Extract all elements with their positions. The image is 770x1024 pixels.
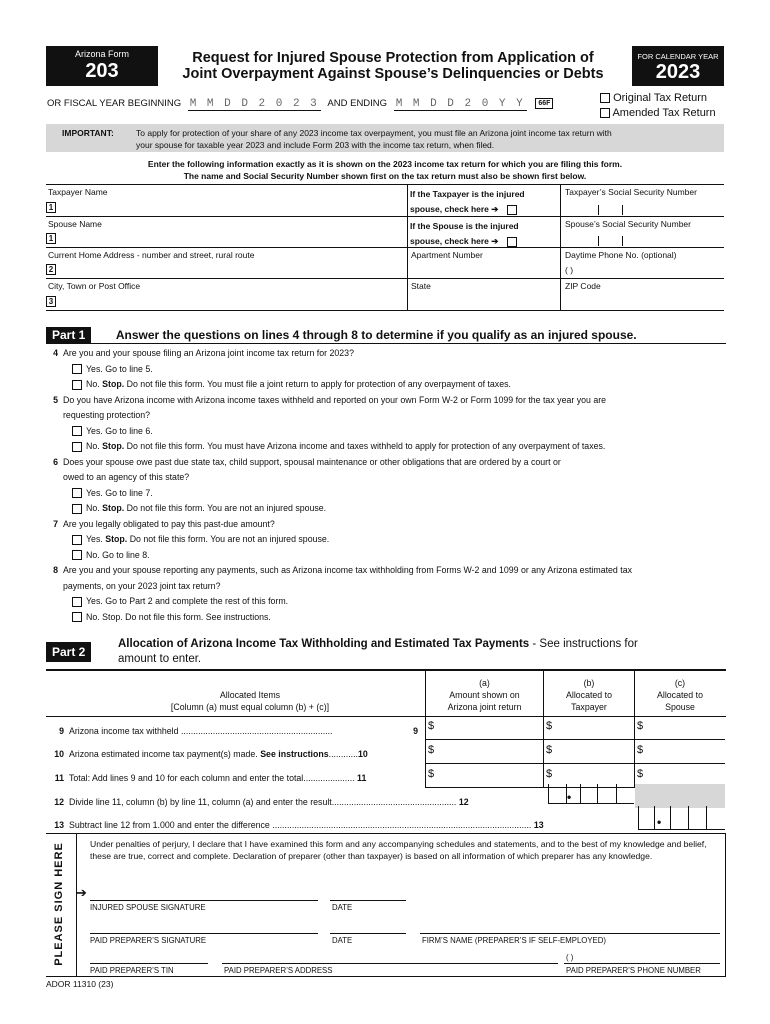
q8-text-2: payments, on your 2023 joint tax return? [63,580,221,591]
q7-yes-label: Yes. [86,534,103,544]
line9-a-input[interactable] [436,719,541,737]
q5-yes-checkbox[interactable] [72,426,82,436]
line12-ref: 12 [458,797,469,807]
q7-stop: Stop. [105,534,128,544]
taxpayer-ssn-input[interactable] [563,200,721,215]
part2-heading-rest: - See instructions for [529,638,638,650]
firm-name-input[interactable] [420,920,720,932]
spouse-injured-block [410,219,519,249]
line9-c-input[interactable] [645,719,723,737]
col-a-line2: Amount shown on [449,690,520,700]
preparer-signature-label: PAID PREPARER’S SIGNATURE [90,936,207,945]
original-return-label: Original Tax Return [613,92,708,104]
line-1-marker: 1 [46,202,56,213]
important-notice [46,124,724,152]
q8-no-label: No. Stop. Do not file this form. See instructions. [86,611,271,622]
col-c-line2: Allocated to [657,690,703,700]
col-c-letter: (c) [674,678,686,688]
part1-questions [46,346,726,625]
q4-no-text: Do not file this form. You must file a joint return to apply for protection of any overpayment of taxes. [126,379,511,389]
line13-row [46,818,636,834]
col-items-note: [Column (a) must equal column (b) + (c)] [170,702,330,712]
q7-yes-checkbox[interactable] [72,535,82,545]
return-type [600,91,716,121]
calendar-year-block [632,46,724,86]
spouse-name-label: Spouse Name [48,219,102,229]
line11-a-dollar: $ [428,768,435,780]
state-label: State [411,281,431,291]
q4-no-label: No. [86,379,100,389]
line9-text: Arizona income tax withheld .............................................................. [69,726,333,736]
entry-instructions [46,158,724,182]
line11-ref: 11 [357,773,367,783]
injured-signature-label: INJURED SPOUSE SIGNATURE [90,903,206,912]
q6-text-2: owed to an agency of this state? [63,472,190,482]
please-sign-here-text: PLEASE SIGN HERE [53,842,65,966]
spouse-ssn-input[interactable] [563,231,721,246]
line13-number: 13 [54,820,64,830]
line12-input[interactable] [548,784,634,804]
calendar-label: FOR CALENDAR YEAR [637,52,719,61]
line12-row [46,795,546,811]
part2-heading-line2: amount to enter. [118,653,202,665]
col-a-line3: Arizona joint return [447,702,522,712]
q8-yes-checkbox[interactable] [72,597,82,607]
line11-c-dollar: $ [637,768,644,780]
part2-heading-bold: Allocation of Arizona Income Tax Withholding and Estimated Tax Payments [118,638,530,650]
line11-a-input[interactable] [436,766,541,784]
col-a-letter: (a) [479,678,490,688]
q5-number: 5 [53,394,58,405]
sign-arrow-icon: ➔ [76,885,87,900]
q5-no-label: No. [86,441,100,451]
q8-no-checkbox[interactable] [72,612,82,622]
line12-text: Divide line 11, column (b) by line 11, column (a) and enter the result................................................... [69,797,457,807]
city-input[interactable] [60,293,405,309]
spouse-ssn-label: Spouse’s Social Security Number [565,219,691,229]
line10-c-dollar: $ [637,744,644,756]
part2-heading [118,637,718,667]
q5-stop: Stop. [102,441,125,451]
line13-ref: 13 [533,820,544,830]
part1-label: Part 1 [46,327,91,343]
part1-heading: Answer the questions on lines 4 through 8 to determine if you qualify as an injured spouse. [115,328,637,342]
col-b-line3: Taxpayer [571,702,607,712]
spouse-injured-label: If the Spouse is the injured [410,221,519,231]
col-c-line3: Spouse [665,702,695,712]
address-input[interactable] [60,261,405,277]
line10-see: See instructions [260,749,329,759]
spouse-check-label: spouse, check here ➔ [410,236,499,246]
line12-shaded [635,784,725,806]
q5-text: Do you have Arizona income with Arizona income taxes withheld and reported on your own Form W-2 or Form 1099 for the tax year you are [63,394,607,405]
line10-dots: ............ [328,749,358,759]
please-sign-here [44,836,74,972]
apartment-input[interactable] [409,261,559,277]
fiscal-year-row [47,98,553,111]
line9-number: 9 [59,726,64,736]
col-c-header [635,677,725,713]
address-label: Current Home Address - number and street, rural route [48,250,255,260]
taxpayer-ssn-label: Taxpayer’s Social Security Number [565,187,697,197]
q5-yes-label: Yes. Go to line 6. [86,425,153,436]
state-input[interactable] [409,293,559,309]
preparer-address-label: PAID PREPARER’S ADDRESS [224,966,333,975]
preparer-phone-label: PAID PREPARER’S PHONE NUMBER [566,966,701,975]
line10-text: Arizona estimated income tax payment(s) made. [69,749,258,759]
part2-label: Part 2 [46,642,91,662]
taxpayer-injured-block [410,187,525,217]
line9-c-dollar: $ [637,720,644,732]
phone-input[interactable]: ( ) [565,265,574,275]
col-b-line2: Allocated to [566,690,612,700]
fiscal-begin-input[interactable]: M M D D 2 0 2 3 [189,98,319,111]
col-items-title: Allocated Items [219,690,281,700]
line11-c-input[interactable] [645,766,723,784]
perjury-statement: Under penalties of perjury, I declare that I have examined this form and any accompanying schedules and statements, and to the best of my knowledge and belief, these are true, correct and complete. Declaration of preparer (other than taxpayer) is based on all information of which preparer has any knowledge. [90,839,707,861]
spouse-name-input[interactable] [60,230,405,246]
zip-label: ZIP Code [565,281,601,291]
q4-yes-checkbox[interactable] [72,364,82,374]
preparer-tin-label: PAID PREPARER’S TIN [90,966,174,975]
line12-decimal: • [567,790,572,804]
q7-yes-text: Do not file this form. You are not an injured spouse. [129,534,330,544]
taxpayer-name-label: Taxpayer Name [48,187,108,197]
instructions-line-2: The name and Social Security Number shown first on the tax return must also be shown first below. [183,171,587,181]
line11-b-input[interactable] [554,766,632,784]
col-b-letter: (b) [583,678,595,688]
line11-b-dollar: $ [546,768,553,780]
important-line-2: your spouse for taxable year 2023 and include Form 203 with the income tax return, when filed. [136,140,495,150]
line10-number: 10 [54,749,64,759]
line11-number: 11 [54,773,64,783]
col-items-header [140,689,360,713]
q6-yes-label: Yes. Go to line 7. [86,487,153,498]
line10-a-dollar: $ [428,744,435,756]
col-b-header [544,677,634,713]
preparer-date-label: DATE [332,936,353,945]
line11-text: Total: Add lines 9 and 10 for each column and enter the total..................... [69,773,355,783]
taxpayer-injured-checkbox[interactable] [507,205,517,215]
line10-b-input[interactable] [554,742,632,760]
phone-label: Daytime Phone No. (optional) [565,250,677,260]
instructions-line-1: Enter the following information exactly as it is shown on the 2023 income tax return for which you are filing this form. [147,159,623,169]
title-line-2: Joint Overpayment Against Spouse’s Delinquencies or Debts [182,66,604,82]
line10-ref: 10 [357,749,368,759]
q6-stop: Stop. [102,503,125,513]
part1-header [46,327,726,344]
original-return-checkbox[interactable] [600,93,610,103]
q6-no-label: No. [86,503,100,513]
important-label: IMPORTANT: [62,128,114,138]
city-label: City, Town or Post Office [48,281,141,291]
q4-no-checkbox[interactable] [72,380,82,390]
fiscal-begin-label: OR FISCAL YEAR BEGINNING [47,98,182,110]
line13-decimal: • [657,815,662,829]
q6-no-text: Do not file this form. You are not an injured spouse. [126,503,327,513]
line-3-marker: 3 [46,296,56,307]
q4-stop: Stop. [102,379,125,389]
col-a-header [426,677,543,713]
q8-text: Are you and your spouse reporting any payments, such as Arizona income tax withholding from Forms W-2 and 1099 or any Arizona estimated tax [63,565,632,575]
line13-input[interactable] [638,806,725,830]
form-code-footer: ADOR 11310 (23) [46,979,114,989]
taxpayer-check-label: spouse, check here ➔ [410,204,499,214]
spouse-injured-checkbox[interactable] [507,237,517,247]
q6-yes-checkbox[interactable] [72,488,82,498]
q4-number: 4 [53,348,58,358]
form-number: 203 [85,60,119,82]
line9-a-dollar: $ [428,720,435,732]
code-badge: 66F [535,98,553,109]
taxpayer-injured-label: If the Taxpayer is the injured [410,189,525,199]
line9-row [46,724,424,740]
line9-ref: 9 [413,726,418,736]
preparer-tin-input[interactable] [90,951,208,962]
preparer-address-input[interactable] [222,951,558,962]
line-2-marker: 2 [46,264,56,275]
q5-no-text: Do not file this form. You must have Arizona income and taxes withheld to apply for protection of any overpayment of taxes. [126,441,606,451]
amended-return-label: Amended Tax Return [612,107,716,119]
injured-date-label: DATE [332,903,353,912]
q6-number: 6 [53,456,58,467]
line9-b-dollar: $ [546,720,553,732]
q6-no-checkbox[interactable] [72,504,82,514]
line11-row [46,771,424,787]
fiscal-end-label: AND ENDING [327,98,388,110]
injured-date-input[interactable] [330,888,406,900]
q4-yes-label: Yes. Go to line 5. [86,363,153,374]
form-label: Arizona Form [74,49,129,59]
q7-no-label: No. Go to line 8. [86,549,150,560]
line10-b-dollar: $ [546,744,553,756]
form-title [158,50,628,82]
line-1-marker-spouse: 1 [46,233,56,244]
line13-text: Subtract line 12 from 1.000 and enter the difference .......................................................................................................... [69,820,532,830]
calendar-year: 2023 [655,61,701,83]
preparer-signature-input[interactable] [90,920,318,932]
part2-label-block [46,642,91,662]
q8-yes-label: Yes. Go to Part 2 and complete the rest of this form. [86,596,289,606]
line10-a-input[interactable] [436,742,541,760]
fiscal-end-input[interactable]: M M D D 2 0 Y Y [395,98,525,111]
zip-input[interactable] [563,293,723,309]
q7-number: 7 [53,518,58,529]
q7-text: Are you legally obligated to pay this past-due amount? [63,518,275,529]
line10-row [46,747,424,763]
important-line-1: To apply for protection of your share of any 2023 income tax overpayment, you must file an Arizona joint income tax return with [136,128,612,138]
taxpayer-name-input[interactable] [60,198,405,214]
line12-number: 12 [54,797,64,807]
firm-name-label: FIRM’S NAME (PREPARER’S IF SELF-EMPLOYED) [422,936,606,945]
title-line-1: Request for Injured Spouse Protection from Application of [192,50,594,66]
q6-text: Does your spouse owe past due state tax, child support, spousal maintenance or other obligations that are ordered by a court or [63,456,561,467]
line10-c-input[interactable] [645,742,723,760]
q5-text-2: requesting protection? [63,410,151,420]
q5-no-checkbox[interactable] [72,442,82,452]
form-number-block [46,46,158,86]
apartment-label: Apartment Number [411,250,483,260]
injured-signature-input[interactable] [90,888,318,900]
preparer-phone-input[interactable]: ( ) [566,953,574,962]
amended-return-checkbox[interactable] [600,108,610,118]
preparer-date-input[interactable] [330,920,406,932]
q7-no-checkbox[interactable] [72,550,82,560]
q8-number: 8 [53,565,58,575]
q4-text: Are you and your spouse filing an Arizona joint income tax return for 2023? [63,348,354,358]
line9-b-input[interactable] [554,719,632,737]
